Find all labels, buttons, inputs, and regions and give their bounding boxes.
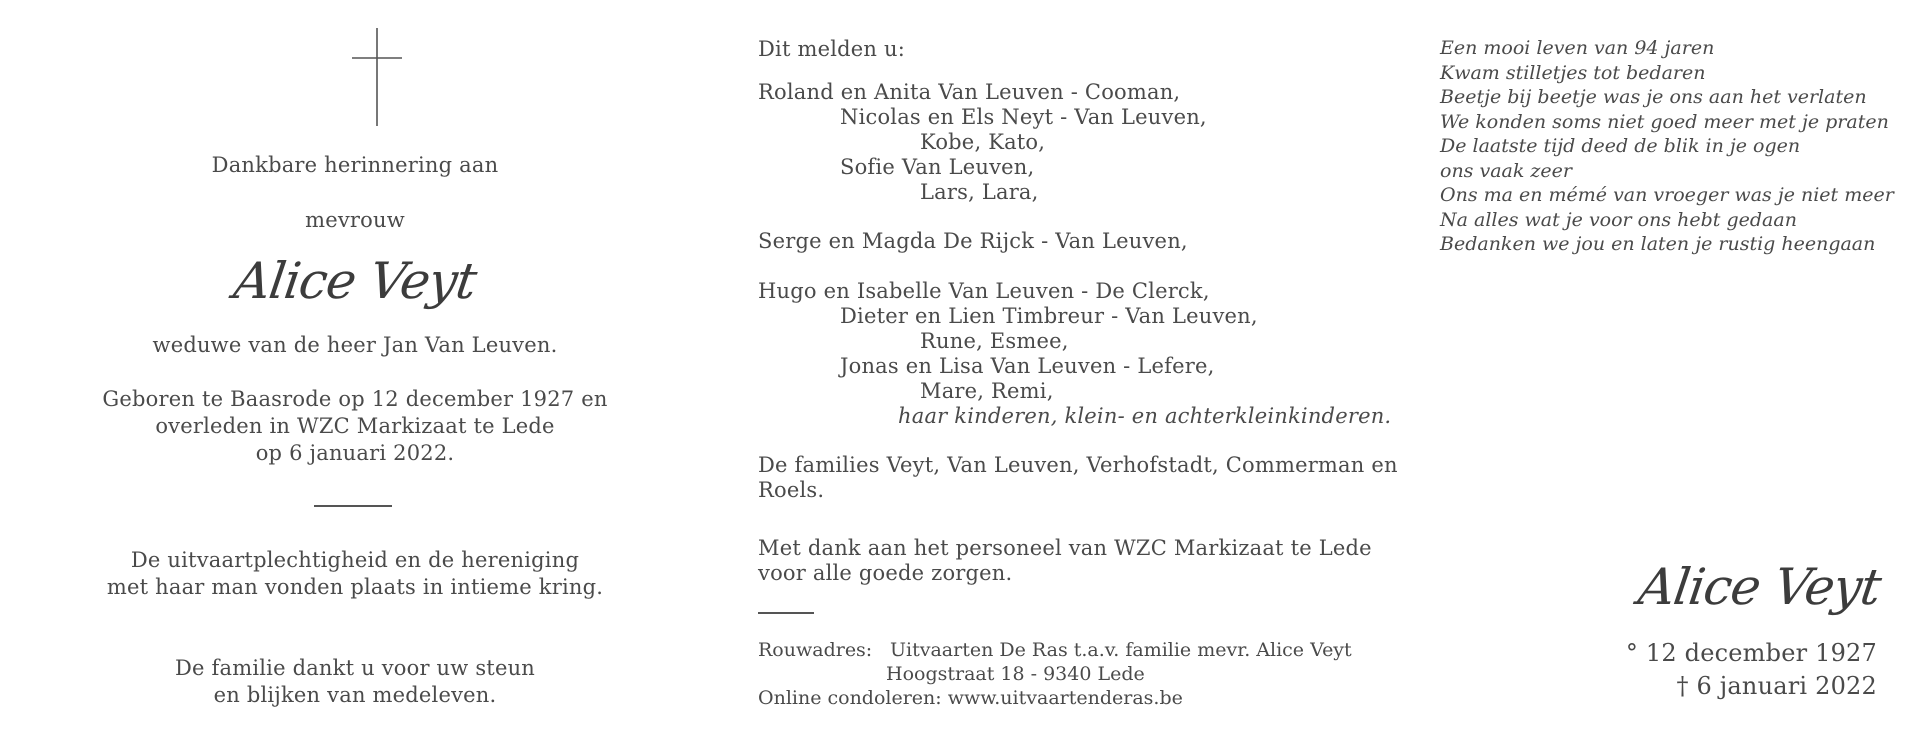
born-line-3: op 6 januari 2022. (255, 441, 455, 465)
family-line: Sofie Van Leuven, (840, 155, 1035, 179)
thanks-line-2: en blijken van medeleven. (213, 683, 497, 707)
announce-text: Dit melden u: (758, 37, 905, 61)
divider (758, 612, 814, 614)
poem-line: We konden soms niet goed meer met je praten (1440, 110, 1889, 133)
ceremony-line-1: De uitvaartplechtigheid en de hereniging (130, 548, 580, 572)
staff-line-2: voor alle goede zorgen. (758, 561, 1013, 585)
poem-line: ons vaak zeer (1440, 159, 1572, 182)
deceased-name-signature: Alice Veyt (1634, 558, 1885, 616)
born-line-2: overleden in WZC Markizaat te Lede (155, 414, 555, 438)
family-line: Lars, Lara, (920, 180, 1039, 204)
family-line: Serge en Magda De Rijck - Van Leuven, (758, 229, 1188, 253)
family-line: Jonas en Lisa Van Leuven - Lefere, (840, 354, 1215, 378)
poem-line: Een mooi leven van 94 jaren (1440, 37, 1715, 59)
birth-date: ° 12 december 1927 (1625, 639, 1877, 667)
staff-line-1: Met dank aan het personeel van WZC Markizaat te Lede (758, 536, 1372, 560)
poem-line: Beetje bij beetje was je ons aan het verlaten (1440, 86, 1867, 108)
online-condolences: Online condoleren: www.uitvaartenderas.be (758, 687, 1183, 709)
poem-line: Ons ma en mémé van vroeger was je niet meer (1440, 184, 1894, 206)
death-date: † 6 januari 2022 (1676, 672, 1877, 700)
deceased-name: Alice Veyt (230, 252, 480, 310)
address-line-1: Uitvaarten De Ras t.a.v. familie mevr. Alice Veyt (890, 639, 1352, 661)
family-summary: haar kinderen, klein- en achterkleinkinderen. (898, 404, 1392, 428)
family-line: Roland en Anita Van Leuven - Cooman, (758, 80, 1181, 104)
born-line-1: Geboren te Baasrode op 12 december 1927 en (102, 387, 608, 411)
family-line: Nicolas en Els Neyt - Van Leuven, (840, 105, 1207, 129)
widow-text: weduwe van de heer Jan Van Leuven. (152, 333, 558, 357)
family-line: Mare, Remi, (920, 379, 1054, 403)
thanks-line-1: De familie dankt u voor uw steun (174, 656, 536, 680)
ceremony-line-2: met haar man vonden plaats in intieme kring. (106, 575, 604, 599)
poem-line: Kwam stilletjes tot bedaren (1440, 61, 1706, 84)
divider (314, 505, 392, 507)
family-line: Kobe, Kato, (920, 130, 1046, 154)
address-label: Rouwadres: (758, 639, 873, 661)
families-line-1: De families Veyt, Van Leuven, Verhofstadt, Commerman en (758, 453, 1398, 477)
family-line: Dieter en Lien Timbreur - Van Leuven, (840, 304, 1258, 328)
families-line-2: Roels. (758, 478, 825, 502)
family-line: Hugo en Isabelle Van Leuven - De Clerck, (758, 279, 1210, 303)
cross-icon (352, 28, 402, 126)
address-line-2: Hoogstraat 18 - 9340 Lede (886, 663, 1145, 685)
poem-line: Na alles wat je voor ons hebt gedaan (1440, 208, 1797, 231)
intro-text: Dankbare herinnering aan (211, 153, 499, 177)
poem-line: Bedanken we jou en laten je rustig heengaan (1440, 233, 1876, 255)
family-line: Rune, Esmee, (920, 329, 1069, 353)
title-text: mevrouw (305, 208, 405, 232)
poem-line: De laatste tijd deed de blik in je ogen (1440, 135, 1801, 157)
